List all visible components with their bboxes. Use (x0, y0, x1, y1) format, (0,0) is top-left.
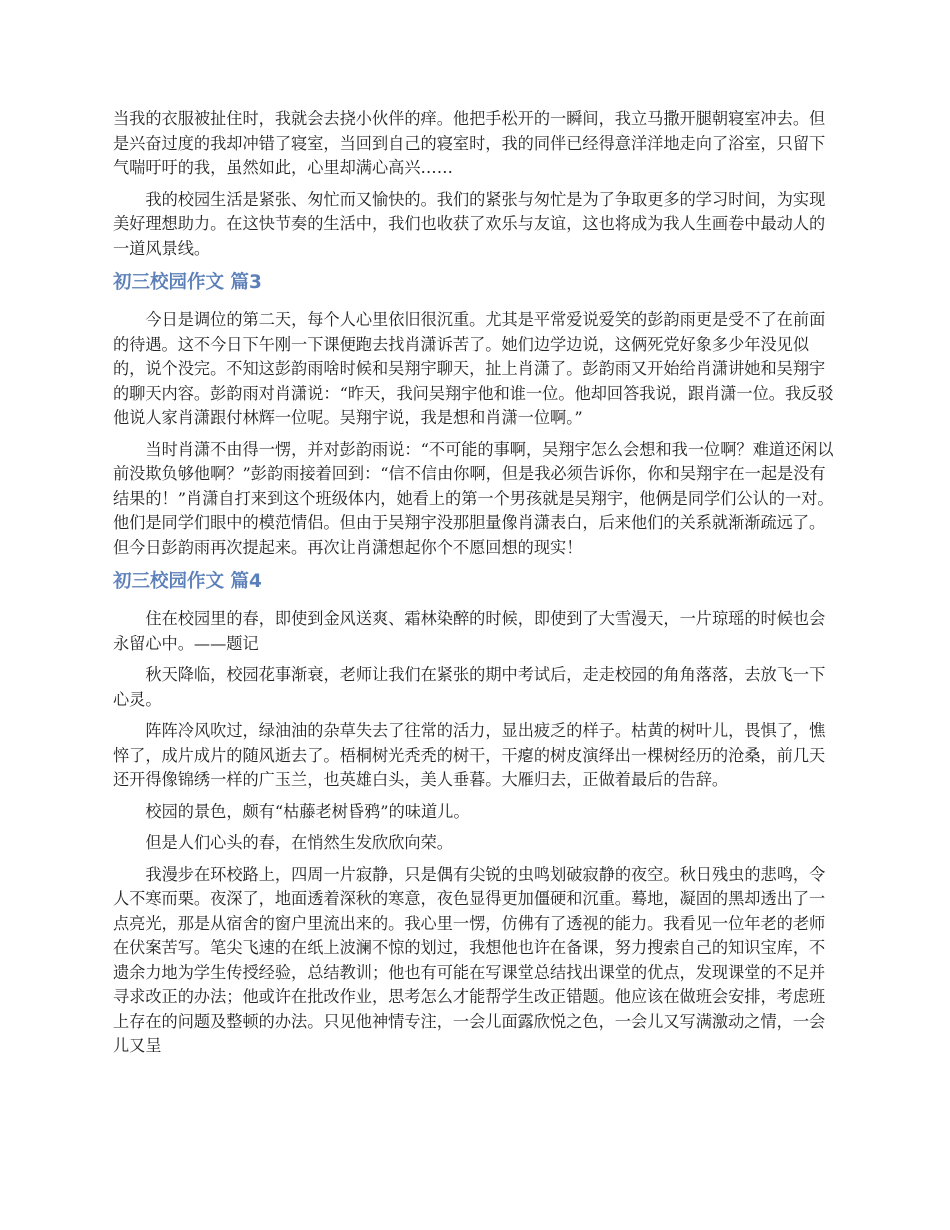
paragraph: 今日是调位的第二天，每个人心里依旧很沉重。尤其是平常爱说爱笑的彭韵雨更是受不了在前面的待遇。这不今日下午刚一下课便跑去找肖潇诉苦了。她们边学边说，这俩死党好象多少年没见似的，说个没完。不知这彭韵雨啥时候和吴翔宇聊天，扯上肖潇了。彭韵雨又开始给肖潇讲她和吴翔宇的聊天内容。彭韵雨对肖潇说：“昨天，我问吴翔宇他和谁一位。他却回答我说，跟肖潇一位。我反驳他说人家肖潇跟付林辉一位呢。吴翔宇说，我是想和肖潇一位啊。” (113, 310, 834, 427)
paragraph: 住在校园里的春，即使到金风送爽、霜林染醉的时候，即使到了大雪漫天，一片琼瑶的时候也会永留心中。——题记 (113, 609, 826, 653)
paragraph: 当我的衣服被扯住时，我就会去挠小伙伴的痒。他把手松开的一瞬间，我立马撒开腿朝寝室冲去。但是兴奋过度的我却冲错了寝室，当回到自己的寝室时，我的同伴已经得意洋洋地走向了浴室，只留下气喘吁吁的我，虽然如此，心里却满心高兴…… (113, 109, 826, 177)
paragraph: 我漫步在环校路上，四周一片寂静，只是偶有尖锐的虫鸣划破寂静的夜空。秋日残虫的悲鸣，令人不寒而栗。夜深了，地面透着深秋的寒意，夜色显得更加僵硬和沉重。蓦地，凝固的黑却透出了一点亮光，那是从宿舍的窗户里流出来的。我心里一愣，仿佛有了透视的能力。我看见一位年老的老师在伏案苦写。笔尖飞速的在纸上波澜不惊的划过，我想他也许在备课，努力搜索自己的知识宝库，不遗余力地为学生传授经验，总结教训；他也有可能在写课堂总结找出课堂的优点，发现课堂的不足并寻求改正的办法；他或许在批改作业，思考怎么才能帮学生改正错题。他应该在做班会安排，考虑班上存在的问题及整顿的办法。只见他神情专注，一会儿面露欣悦之色，一会儿又写满激动之情，一会儿又呈 (113, 864, 826, 1055)
paragraph: 校园的景色，颇有“枯藤老树昏鸦”的味道儿。 (145, 801, 470, 821)
paragraph: 秋天降临，校园花事渐衰，老师让我们在紧张的期中考试后，走走校园的角角落落，去放飞一下心灵。 (113, 665, 826, 709)
paragraph: 当时肖潇不由得一愣，并对彭韵雨说：“不可能的事啊，吴翔宇怎么会想和我一位啊？难道还闲以前没欺负够他啊？”彭韵雨接着回到：“信不信由你啊，但是我必须告诉你，你和吴翔宇在一起是没有结果的！”肖潇自打来到这个班级体内，她看上的第一个男孩就是吴翔宇，他俩是同学们公认的一对。他们是同学们眼中的模范情侣。但由于吴翔宇没那胆量像肖潇表白，后来他们的关系就渐渐疏远了。但今日彭韵雨再次提起来。再次让肖潇想起你个不愿回想的现实！ (113, 439, 834, 557)
document-page (113, 107, 839, 1059)
section-heading: 初三校园作文 篇3 (113, 272, 262, 293)
section-heading: 初三校园作文 篇4 (113, 571, 262, 592)
paragraph: 阵阵冷风吹过，绿油油的杂草失去了往常的活力，显出疲乏的样子。枯黄的树叶儿，畏惧了，憔悴了，成片成片的随风逝去了。梧桐树光秃秃的树干，干瘪的树皮演绎出一棵树经历的沧桑，前几天还开得像锦绣一样的广玉兰，也英雄白头，美人垂暮。大雁归去，正做着最后的告辞。 (113, 721, 826, 789)
paragraph: 我的校园生活是紧张、匆忙而又愉快的。我们的紧张与匆忙是为了争取更多的学习时间，为实现美好理想助力。在这快节奏的生活中，我们也收获了欢乐与友谊，这也将成为我人生画卷中最动人的一道风景线。 (113, 189, 826, 258)
paragraph: 但是人们心头的春，在悄然生发欣欣向荣。 (145, 833, 453, 852)
